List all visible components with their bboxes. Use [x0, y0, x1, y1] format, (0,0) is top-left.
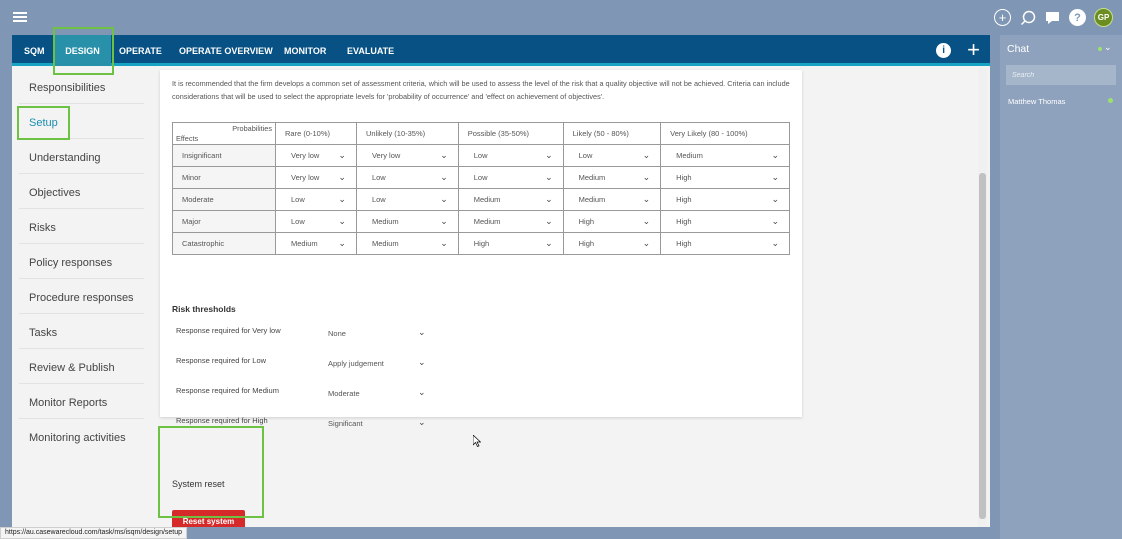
- matrix-select[interactable]: [563, 167, 661, 189]
- info-icon[interactable]: i: [936, 43, 951, 58]
- chevron-down-icon[interactable]: ⌄: [1104, 42, 1112, 52]
- scrollbar[interactable]: [978, 69, 987, 527]
- chevron-down-icon: ⌄: [338, 194, 346, 204]
- chevron-down-icon: ⌄: [642, 172, 651, 182]
- chevron-down-icon: ⌄: [338, 172, 346, 182]
- tab-operate[interactable]: OPERATE: [119, 45, 162, 56]
- select-value: Medium: [578, 173, 606, 182]
- chevron-down-icon: ⌄: [642, 216, 651, 226]
- select-value: Very low: [291, 173, 320, 182]
- chevron-down-icon: ⌄: [545, 172, 553, 182]
- scrollbar-thumb[interactable]: [979, 173, 986, 519]
- sidebar-item-policy-responses[interactable]: Policy responses: [29, 257, 113, 269]
- content-area: [160, 70, 972, 527]
- add-icon[interactable]: +: [967, 37, 980, 62]
- select-value: High: [676, 173, 692, 182]
- chevron-down-icon: ⌄: [642, 238, 651, 248]
- divider: [19, 348, 144, 349]
- threshold-select[interactable]: Moderate: [328, 389, 360, 398]
- select-value: High: [676, 217, 692, 226]
- nav-actions: [936, 39, 980, 61]
- table-row: [173, 145, 790, 167]
- sidebar-item-responsibilities[interactable]: Responsibilities: [29, 82, 106, 94]
- select-value: Medium: [676, 151, 703, 160]
- divider: [19, 103, 144, 104]
- tab-operate-overview[interactable]: OPERATE OVERVIEW: [179, 45, 273, 56]
- matrix-select[interactable]: [356, 233, 458, 255]
- matrix-select[interactable]: [356, 211, 458, 233]
- chevron-down-icon: ⌄: [440, 238, 448, 248]
- threshold-select[interactable]: Significant: [328, 419, 363, 428]
- matrix-select[interactable]: [458, 211, 563, 233]
- bottom-strip: [187, 527, 987, 539]
- divider: [19, 278, 144, 279]
- select-value: High: [676, 195, 692, 204]
- divider: [19, 208, 144, 209]
- assessment-card: [160, 70, 802, 425]
- table-row: [173, 167, 790, 189]
- column-header: Possible (35-50%): [458, 123, 563, 145]
- matrix-select[interactable]: [661, 167, 790, 189]
- table-header-row: [173, 123, 790, 145]
- tab-evaluate[interactable]: EVALUATE: [347, 45, 395, 56]
- table-row: [173, 233, 790, 255]
- effects-label: Effects: [176, 134, 199, 143]
- matrix-select[interactable]: [276, 233, 357, 255]
- matrix-select[interactable]: [458, 145, 563, 167]
- chat-user-item[interactable]: Matthew Thomas: [1008, 97, 1066, 106]
- matrix-select[interactable]: [276, 211, 357, 233]
- chevron-down-icon[interactable]: ⌄: [418, 417, 426, 427]
- reset-system-button[interactable]: Reset system: [172, 510, 245, 532]
- chevron-down-icon: ⌄: [545, 194, 553, 204]
- divider: [19, 173, 144, 174]
- sidebar-item-monitor-reports[interactable]: Monitor Reports: [29, 397, 108, 409]
- row-label: Insignificant: [173, 145, 276, 167]
- matrix-select[interactable]: [563, 233, 661, 255]
- row-label: Moderate: [173, 189, 276, 211]
- chevron-down-icon: ⌄: [771, 216, 779, 226]
- matrix-select[interactable]: [356, 167, 458, 189]
- threshold-select[interactable]: Apply judgement: [328, 359, 384, 368]
- chevron-down-icon: ⌄: [338, 216, 346, 226]
- chevron-down-icon: ⌄: [771, 238, 779, 248]
- matrix-select[interactable]: [563, 189, 661, 211]
- matrix-select[interactable]: [276, 167, 357, 189]
- select-value: Medium: [473, 195, 501, 204]
- select-value: Low: [371, 195, 386, 204]
- hamburger-menu-icon[interactable]: [13, 12, 27, 22]
- add-circle-icon[interactable]: +: [994, 9, 1011, 26]
- select-value: Low: [291, 217, 305, 226]
- divider: [19, 313, 144, 314]
- chevron-down-icon: ⌄: [545, 216, 553, 226]
- row-label: Major: [173, 211, 276, 233]
- chat-panel: [1000, 35, 1122, 539]
- divider: [19, 383, 144, 384]
- select-value: High: [676, 239, 692, 248]
- sidebar: [16, 70, 143, 527]
- select-value: Low: [371, 173, 386, 182]
- matrix-select[interactable]: [661, 145, 790, 167]
- top-bar: [0, 0, 1122, 35]
- column-header: Very Likely (80 - 100%): [661, 123, 790, 145]
- system-reset-title: System reset: [172, 479, 225, 489]
- select-value: Very low: [291, 151, 320, 160]
- chevron-down-icon: ⌄: [545, 238, 553, 248]
- probabilities-label: Probabilities: [232, 124, 272, 133]
- mouse-cursor-icon: [473, 435, 481, 447]
- status-url-bar: https://au.casewarecloud.com/task/ms/isqm/design/setup: [0, 527, 187, 539]
- threshold-label: Response required for High: [176, 416, 268, 425]
- search-icon[interactable]: [1019, 9, 1036, 26]
- chevron-down-icon[interactable]: ⌄: [418, 327, 426, 337]
- chevron-down-icon: ⌄: [642, 150, 651, 160]
- select-value: Medium: [578, 195, 606, 204]
- tab-sqm[interactable]: SQM: [24, 45, 45, 56]
- chevron-down-icon: ⌄: [440, 172, 448, 182]
- matrix-select[interactable]: [563, 211, 661, 233]
- threshold-label: Response required for Very low: [176, 326, 281, 335]
- sidebar-item-setup[interactable]: Setup: [29, 117, 58, 129]
- table-row: [173, 189, 790, 211]
- chevron-down-icon[interactable]: ⌄: [418, 387, 426, 397]
- sidebar-item-review-publish[interactable]: Review & Publish: [29, 362, 115, 374]
- tab-design[interactable]: DESIGN: [54, 35, 111, 66]
- threshold-select[interactable]: None: [328, 329, 346, 338]
- row-label: Catastrophic: [173, 233, 276, 255]
- intro-text: It is recommended that the firm develops a common set of assessment criteria, which will be used to assess the level of the risk that a quality objective will not be achieved. Criteria can include considerations that will be used to select the appropriate levels for 'probability of occurrence' and 'effect on achievement of objectives'.: [172, 79, 790, 101]
- chat-title: Chat: [1007, 43, 1030, 55]
- sidebar-item-monitoring-activities[interactable]: Monitoring activities: [29, 432, 126, 444]
- matrix-select[interactable]: [661, 211, 790, 233]
- online-status-dot: [1108, 98, 1113, 103]
- chevron-down-icon: ⌄: [642, 194, 651, 204]
- matrix-select[interactable]: [356, 145, 458, 167]
- chevron-down-icon: ⌄: [771, 172, 779, 182]
- select-value: Medium: [473, 217, 501, 226]
- matrix-select[interactable]: [356, 189, 458, 211]
- chevron-down-icon: ⌄: [440, 150, 448, 160]
- matrix-select[interactable]: [458, 167, 563, 189]
- tab-monitor[interactable]: MONITOR: [284, 45, 327, 56]
- column-header: Likely (50 - 80%): [563, 123, 661, 145]
- matrix-select[interactable]: [563, 145, 661, 167]
- top-icons: [994, 8, 1113, 27]
- threshold-label: Response required for Medium: [176, 386, 279, 395]
- chat-search-input[interactable]: [1006, 65, 1116, 85]
- matrix-corner: [173, 123, 276, 145]
- table-row: [173, 211, 790, 233]
- matrix-select[interactable]: [661, 189, 790, 211]
- sidebar-item-objectives[interactable]: Objectives: [29, 187, 81, 199]
- help-icon[interactable]: ?: [1069, 9, 1086, 26]
- select-value: Low: [578, 151, 593, 160]
- matrix-select[interactable]: [458, 233, 563, 255]
- select-value: High: [473, 239, 490, 248]
- nav-bar: [12, 35, 990, 66]
- threshold-label: Response required for Low: [176, 356, 267, 365]
- chevron-down-icon: ⌄: [338, 238, 346, 248]
- matrix-select[interactable]: [661, 233, 790, 255]
- select-value: Low: [291, 195, 305, 204]
- divider: [19, 418, 144, 419]
- select-value: Medium: [371, 239, 399, 248]
- chevron-down-icon: ⌄: [440, 194, 448, 204]
- select-value: Low: [473, 173, 488, 182]
- chevron-down-icon: ⌄: [771, 150, 779, 160]
- select-value: Medium: [371, 217, 399, 226]
- sidebar-item-tasks[interactable]: Tasks: [29, 327, 58, 339]
- matrix-select[interactable]: [276, 189, 357, 211]
- select-value: Low: [473, 151, 488, 160]
- select-value: High: [578, 217, 595, 226]
- chevron-down-icon: ⌄: [440, 216, 448, 226]
- risk-matrix-table: [172, 122, 790, 255]
- chevron-down-icon: ⌄: [545, 150, 553, 160]
- column-header: Rare (0-10%): [276, 123, 357, 145]
- select-value: High: [578, 239, 595, 248]
- chat-bubble-icon[interactable]: [1044, 9, 1061, 26]
- row-label: Minor: [173, 167, 276, 189]
- matrix-select[interactable]: [276, 145, 357, 167]
- chevron-down-icon: ⌄: [771, 194, 779, 204]
- avatar[interactable]: GP: [1094, 8, 1113, 27]
- status-dot: [1098, 47, 1102, 51]
- risk-thresholds-title: Risk thresholds: [172, 304, 236, 314]
- sidebar-item-understanding[interactable]: Understanding: [29, 152, 101, 164]
- divider: [19, 243, 144, 244]
- select-value: Medium: [291, 239, 318, 248]
- sidebar-item-procedure-responses[interactable]: Procedure responses: [29, 292, 134, 304]
- matrix-select[interactable]: [458, 189, 563, 211]
- chevron-down-icon[interactable]: ⌄: [418, 357, 426, 367]
- divider: [19, 138, 144, 139]
- main-panel: [12, 35, 990, 527]
- column-header: Unlikely (10-35%): [356, 123, 458, 145]
- select-value: Very low: [371, 151, 401, 160]
- chevron-down-icon: ⌄: [338, 150, 346, 160]
- sidebar-item-risks[interactable]: Risks: [29, 222, 56, 234]
